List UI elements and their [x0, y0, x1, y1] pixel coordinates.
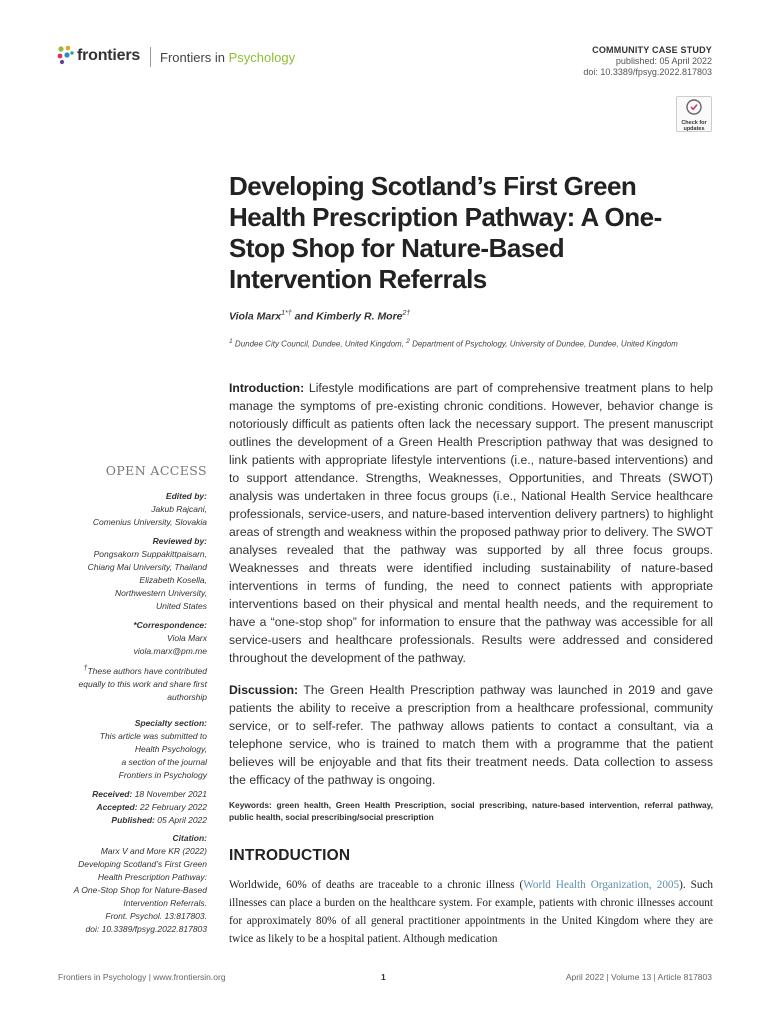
author-list — [229, 310, 410, 323]
specialty-line: Frontiers in Psychology — [118, 770, 207, 780]
frontiers-logo-icon — [57, 45, 75, 65]
article-doi[interactable]: doi: 10.3389/fpsyg.2022.817803 — [583, 67, 712, 77]
abstract-disc-label: Discussion: — [229, 683, 299, 697]
edited-by-block — [93, 490, 207, 529]
author-2[interactable]: Kimberly R. More — [316, 310, 403, 323]
published-label: Published: — [111, 815, 155, 825]
section-heading-introduction: INTRODUCTION — [229, 847, 351, 864]
abstract-introduction — [229, 379, 713, 667]
citation-link[interactable]: World Health Organization, 2005 — [523, 879, 680, 891]
received-label: Received: — [92, 789, 133, 799]
author-1-marks: 1*† — [281, 310, 292, 317]
dagger-mark: † — [83, 664, 88, 672]
citation-line: Marx V and More KR (2022) — [100, 846, 207, 856]
edited-by-label: Edited by: — [165, 491, 207, 501]
intro-text-a: Worldwide, 60% of deaths are traceable to a chronic illness ( — [229, 879, 524, 891]
citation-line: Developing Scotland’s First Green — [78, 859, 207, 869]
introduction-paragraph — [229, 876, 713, 948]
citation-line: Front. Psychol. 13:817803. — [105, 911, 207, 921]
published-date-sidebar — [92, 814, 207, 827]
abstract-disc-text: The Green Health Prescription pathway was launched in 2019 and gave patients the ability to receive a prescription from a healthcare professional, community service, or to self-refer. The pathway allows patients to contact a consultant, via a telephone service, who is trained to match them with a programme that the patient believes will be enjoyable and that fits their treatment needs. Data collection to assess the efficacy of the pathway is ongoing. — [229, 683, 713, 787]
article-title: Developing Scotland’s First Green Health Prescription Pathway: A One-Stop Shop for Nature-Based Intervention Referrals — [229, 171, 662, 294]
citation-line: A One-Stop Shop for Nature-Based — [73, 885, 207, 895]
received-value: 18 November 2021 — [132, 789, 207, 799]
article-type: COMMUNITY CASE STUDY — [592, 45, 712, 55]
open-access-label: OPEN ACCESS — [105, 463, 207, 478]
reviewed-by-block — [88, 535, 207, 613]
journal-name[interactable] — [160, 50, 295, 65]
check-for-updates-icon — [686, 99, 702, 115]
specialty-line: a section of the journal — [121, 757, 207, 767]
equal-contribution-line: authorship — [167, 691, 207, 702]
citation-doi[interactable]: doi: 10.3389/fpsyg.2022.817803 — [85, 924, 207, 934]
affiliation-2-mark: 2 — [406, 338, 410, 345]
affiliation-1-mark: 1 — [229, 338, 233, 345]
footer-journal-link[interactable]: Frontiers in Psychology | www.frontiersin.org — [58, 972, 226, 982]
abstract-intro-label: Introduction: — [229, 381, 305, 395]
affiliation-1: Dundee City Council, Dundee, United Kingdom, — [232, 339, 407, 349]
published-date: published: 05 April 2022 — [615, 56, 712, 66]
brand-name[interactable]: frontiers — [77, 47, 141, 64]
reviewer-line: Chiang Mai University, Thailand — [87, 562, 207, 572]
abstract-discussion — [229, 681, 713, 789]
specialty-section-block — [100, 717, 207, 782]
dates-block — [92, 788, 207, 827]
abstract-intro-text: Lifestyle modifications are part of comprehensive treatment plans to help manage the symptoms of pre-existing chronic conditions. However, behavior change is notoriously difficult as patients often lack the necessary support. The present manuscript outlines the development of a Green Health Prescription pathway that was designed to link patients with appropriate lifestyle interventions (i.e., nature-based interventions) and to support attendance. Strengths, Weaknesses, Opportunities, and Threats (SWOT) analysis was undertaken in three focus groups (i.e., National Health Service healthcare professionals, service-users, and nature-based intervention delivery partners) to highlight areas of strength and weakness within the proposed pathway prior to delivery. The SWOT analyses revealed that the pathway was supported by all three focus groups. Weaknesses and threats were identified including sustainability of nature-based interventions in terms of funding, the need to connect patients with appropriate interventions based on their physical and mental health needs, and the requirement to have a “one-stop shop” for information to ensure that the pathway was accessible for all service-users and healthcare professionals. Results were addressed and considered throughout the development of the pathway. — [229, 381, 713, 665]
reviewer-line: Elizabeth Kosella, — [139, 575, 207, 585]
editor-affiliation: Comenius University, Slovakia — [92, 517, 207, 527]
reviewed-by-label: Reviewed by: — [152, 536, 207, 546]
received-date — [92, 788, 207, 801]
journal-prefix: Frontiers in — [160, 50, 229, 65]
check-for-updates-label-1: Check for — [681, 120, 707, 126]
intro-text-b: ). Such illnesses can place a burden on the healthcare system. For example, patients with chronic illnesses account for approximately 80% of all general practitioner appointments in the United Kingdom where they are twice as likely to be a hospital patient. Although medication — [229, 879, 714, 945]
accepted-label: Accepted: — [96, 802, 138, 812]
correspondence-name: Viola Marx — [167, 633, 207, 643]
author-2-marks: 2† — [402, 310, 411, 317]
reviewer-line: Northwestern University, — [115, 588, 207, 598]
brand-divider — [150, 47, 151, 67]
equal-contribution-line: These authors have contributed — [87, 665, 207, 676]
accepted-value: 22 February 2022 — [137, 802, 207, 812]
correspondence-email[interactable]: viola.marx@pm.me — [133, 646, 207, 656]
affiliation-2: Department of Psychology, University of Dundee, Dundee, United Kingdom — [409, 339, 678, 349]
specialty-line: This article was submitted to — [99, 731, 207, 741]
page-number: 1 — [381, 972, 386, 982]
affiliations — [229, 335, 689, 351]
author-1[interactable]: Viola Marx — [229, 310, 282, 323]
specialty-section-label: Specialty section: — [134, 718, 207, 728]
correspondence-block — [133, 619, 207, 658]
citation-line: Intervention Referrals. — [123, 898, 207, 908]
citation-block — [74, 832, 207, 936]
equal-contribution-line: equally to this work and share first — [78, 678, 207, 689]
reviewer-line: United States — [155, 601, 207, 611]
accepted-date — [92, 801, 207, 814]
specialty-line: Health Psychology, — [134, 744, 207, 754]
article-meta — [583, 45, 712, 78]
correspondence-label: *Correspondence: — [133, 620, 207, 630]
author-joiner: and — [291, 310, 317, 323]
editor-name: Jakub Rajcani, — [151, 504, 207, 514]
reviewer-line: Pongsakorn Suppakittpaisarn, — [93, 549, 207, 559]
equal-contribution-note — [78, 662, 207, 704]
citation-line: Health Prescription Pathway: — [97, 872, 207, 882]
footer-issue-info: April 2022 | Volume 13 | Article 817803 — [565, 972, 712, 982]
check-for-updates-button[interactable] — [676, 96, 712, 132]
journal-suffix: Psychology — [228, 50, 296, 65]
published-value: 05 April 2022 — [154, 815, 207, 825]
citation-label: Citation: — [172, 833, 207, 843]
check-for-updates-label-2: updates — [683, 126, 705, 132]
keywords: Keywords: green health, Green Health Prescription, social prescribing, nature-based intervention, referral pathway, public health, social prescribing/social prescription — [229, 800, 713, 822]
